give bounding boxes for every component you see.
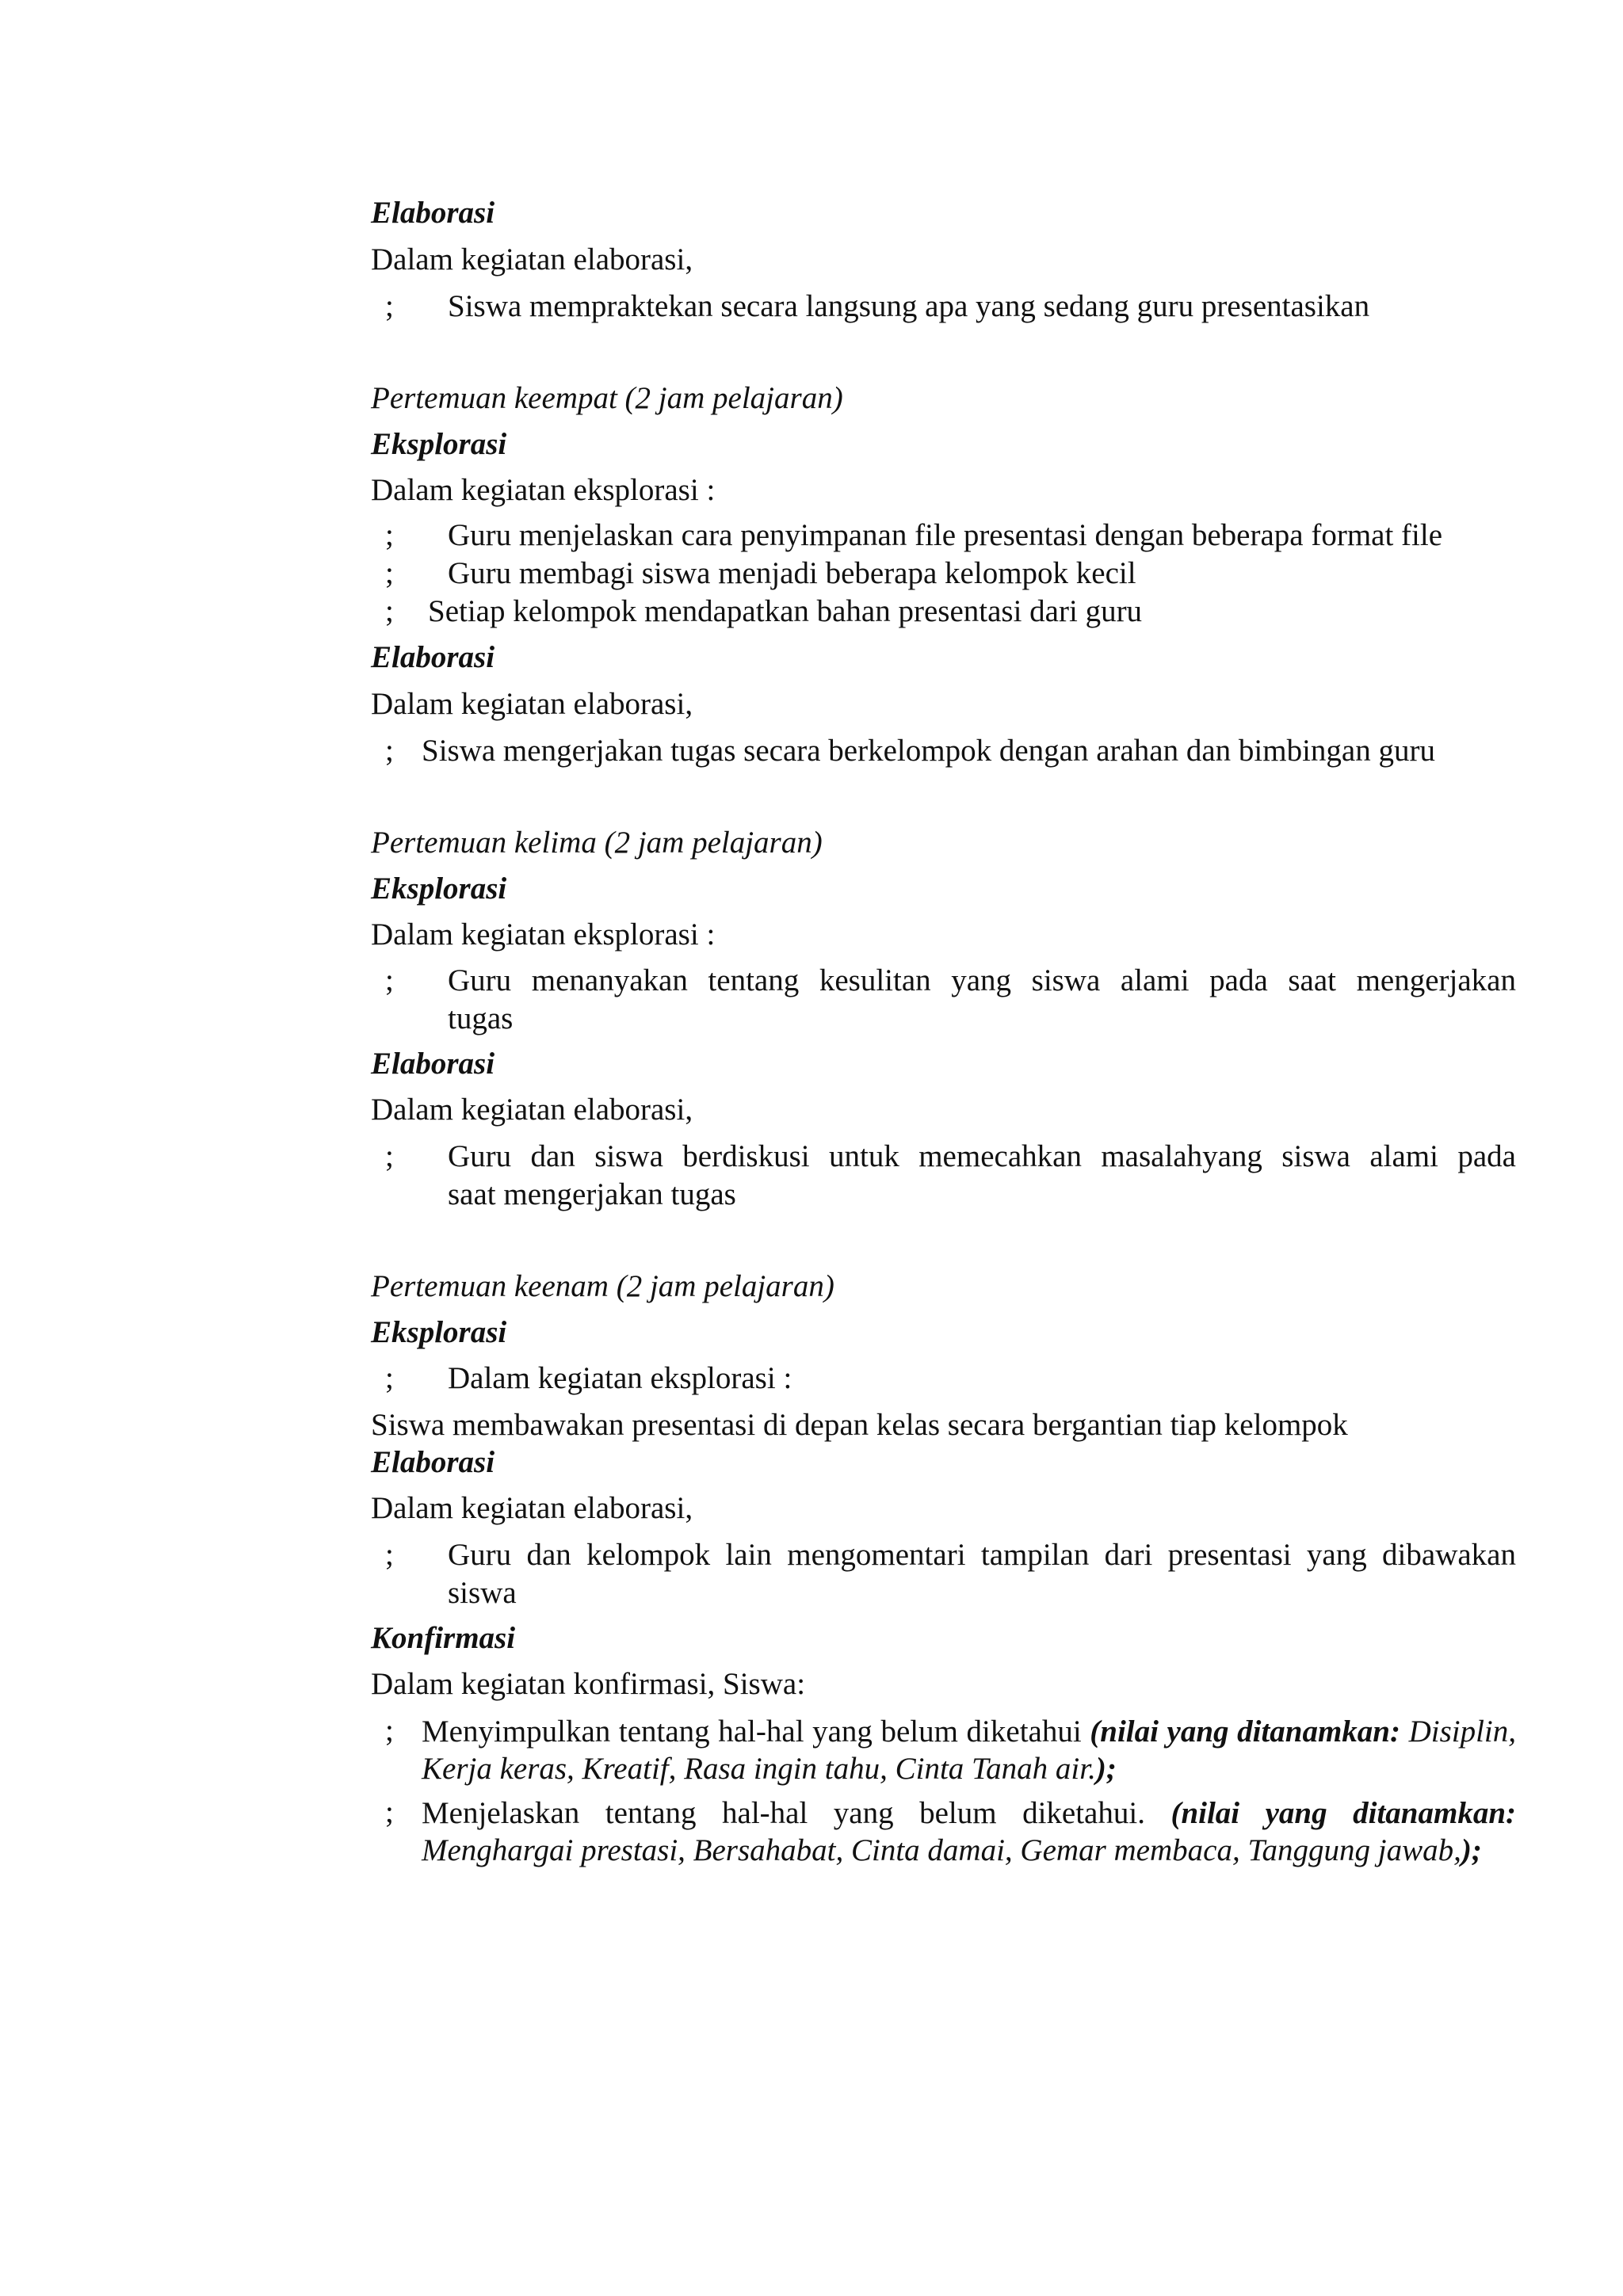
list-item: Setiap kelompok mendapatkan bahan presentasi dari guru: [428, 594, 1143, 628]
list-item: Guru dan kelompok lain mengomentari tampilan dari presentasi yang dibawakan: [448, 1538, 1516, 1572]
paragraph-intro: Dalam kegiatan eksplorasi :: [371, 917, 716, 952]
bullet-marker: ;: [385, 1361, 394, 1395]
values-list: Disiplin, Kerja keras, Kreatif, Rasa ingin tahu, Cinta Tanah air.: [422, 1714, 1516, 1786]
bullet-marker: ;: [385, 963, 394, 997]
paragraph-intro: Dalam kegiatan elaborasi,: [371, 1093, 693, 1127]
meeting-title: Pertemuan kelima (2 jam pelajaran): [371, 826, 823, 860]
values-label: (nilai yang ditanamkan:: [1170, 1796, 1516, 1830]
list-item: Dalam kegiatan eksplorasi :: [448, 1361, 792, 1395]
list-item-confirmation: [422, 1794, 1516, 1869]
values-close: );: [1461, 1833, 1482, 1867]
paragraph-text: Siswa membawakan presentasi di depan kelas secara bergantian tiap kelompok: [371, 1408, 1348, 1442]
bullet-marker: ;: [385, 1795, 394, 1829]
paragraph-intro: Dalam kegiatan elaborasi,: [371, 687, 693, 721]
bullet-marker: ;: [385, 518, 394, 552]
section-heading-eksplorasi: Eksplorasi: [371, 871, 507, 906]
bullet-marker: ;: [385, 556, 394, 590]
list-item-continuation: siswa: [448, 1576, 517, 1610]
meeting-title: Pertemuan keenam (2 jam pelajaran): [371, 1269, 834, 1303]
list-item: Guru menjelaskan cara penyimpanan file presentasi dengan beberapa format file: [448, 518, 1443, 552]
section-heading-elaborasi: Elaborasi: [371, 1445, 495, 1479]
values-label: (nilai yang ditanamkan:: [1090, 1714, 1400, 1749]
bullet-marker: ;: [385, 734, 394, 768]
paragraph-intro: Dalam kegiatan eksplorasi :: [371, 473, 716, 507]
section-heading-eksplorasi: Eksplorasi: [371, 1315, 507, 1349]
section-heading-elaborasi: Elaborasi: [371, 196, 495, 230]
section-heading-elaborasi: Elaborasi: [371, 640, 495, 674]
list-item-continuation: tugas: [448, 1001, 514, 1035]
list-item: Guru menanyakan tentang kesulitan yang siswa alami pada saat mengerjakan: [448, 963, 1516, 997]
paragraph-intro: Dalam kegiatan elaborasi,: [371, 1491, 693, 1525]
section-heading-elaborasi: Elaborasi: [371, 1047, 495, 1081]
meeting-title: Pertemuan keempat (2 jam pelajaran): [371, 381, 843, 415]
list-item: Siswa mempraktekan secara langsung apa yang sedang guru presentasikan: [448, 289, 1370, 323]
bullet-marker: ;: [385, 594, 394, 628]
paragraph-intro: Dalam kegiatan konfirmasi, Siswa:: [371, 1667, 806, 1701]
list-item: Siswa mengerjakan tugas secara berkelompok dengan arahan dan bimbingan guru: [422, 734, 1435, 768]
list-item: Guru membagi siswa menjadi beberapa kelompok kecil: [448, 556, 1136, 590]
paragraph-intro: Dalam kegiatan elaborasi,: [371, 242, 693, 277]
list-item-continuation: saat mengerjakan tugas: [448, 1177, 736, 1211]
section-heading-eksplorasi: Eksplorasi: [371, 427, 507, 461]
confirmation-text: Menjelaskan tentang hal-hal yang belum diketahui.: [422, 1796, 1171, 1830]
values-list: Menghargai prestasi, Bersahabat, Cinta damai, Gemar membaca, Tanggung jawab,: [422, 1833, 1461, 1867]
list-item-confirmation: [422, 1713, 1516, 1787]
confirmation-text: Menyimpulkan tentang hal-hal yang belum diketahui: [422, 1714, 1090, 1749]
list-item: Guru dan siswa berdiskusi untuk memecahkan masalahyang siswa alami pada: [448, 1139, 1516, 1173]
bullet-marker: ;: [385, 289, 394, 323]
bullet-marker: ;: [385, 1139, 394, 1173]
bullet-marker: ;: [385, 1714, 394, 1748]
section-heading-konfirmasi: Konfirmasi: [371, 1621, 516, 1655]
values-close: );: [1095, 1752, 1117, 1786]
bullet-marker: ;: [385, 1538, 394, 1572]
